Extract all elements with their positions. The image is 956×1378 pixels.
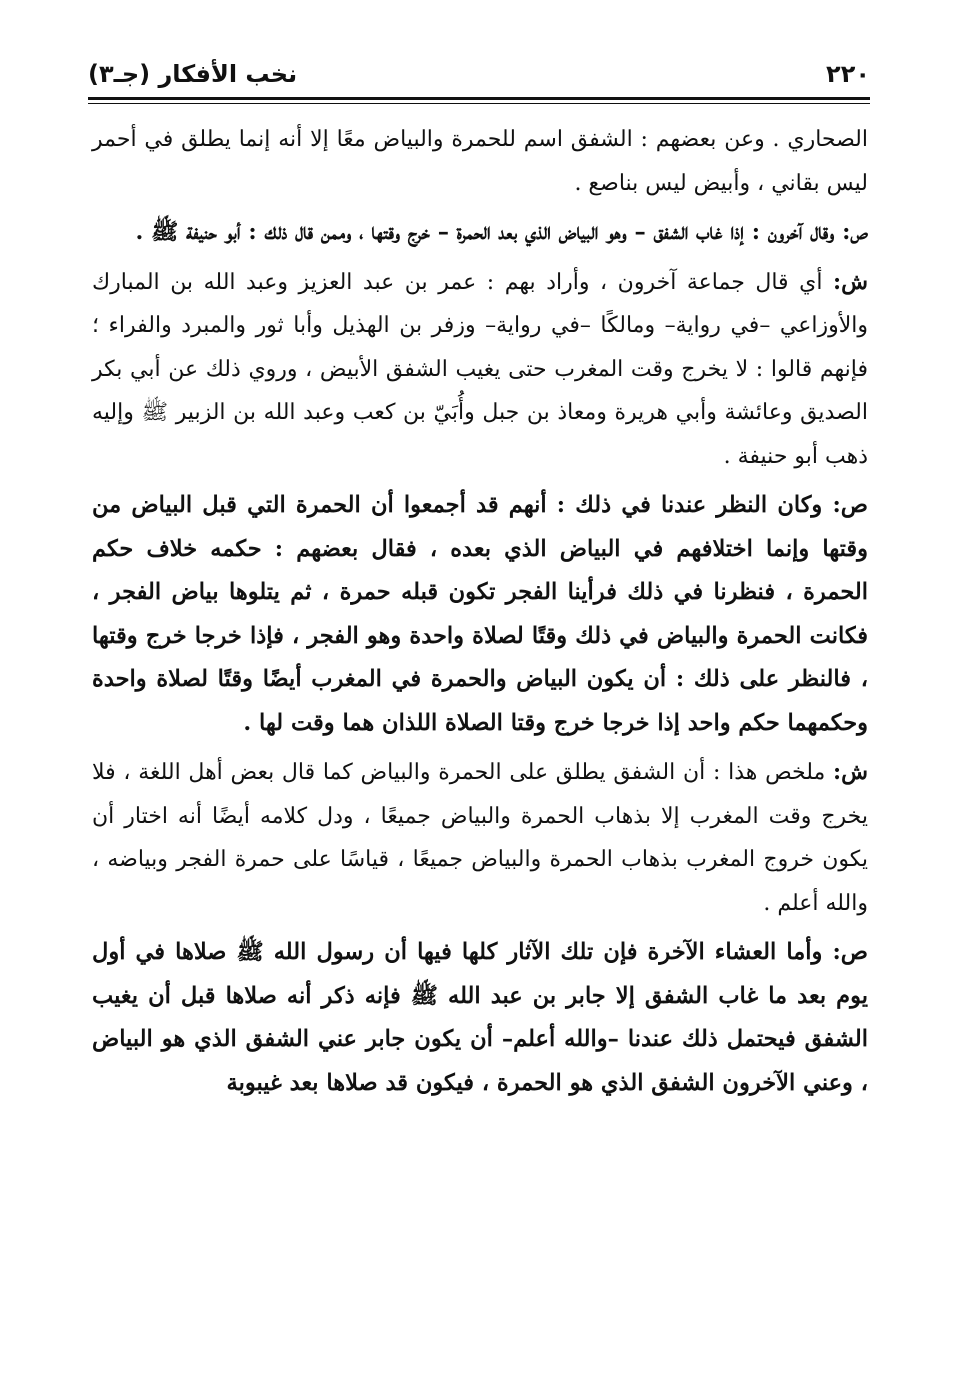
paragraph-text: وأما العشاء الآخرة فإن تلك الآثار كلها فيها أن رسول الله ﷺ صلاها في أول يوم بعد ما غاب الشفق إلا جابر بن عبد الله ﷺ فإنه ذكر أنه صلاها قبل أن يغيب الشفق فيحتمل ذلك عندنا –والله أعلم– أن يكون جابر عني الشفق الذي هو البياض ، وعني الآخرون الشفق الذي هو الحمرة ، فيكون قد صلاها بعد غيبوبة	[92, 939, 868, 1096]
paragraph	[92, 751, 868, 925]
paragraph-text: وقال آخرون : إذا غاب الشفق – وهو البياض الذي بعد الحمرة – خرج وقتها ، وممن قال ذلك : أبو حنيفة ﷺ .	[135, 219, 843, 245]
paragraph-marker: ش:	[833, 268, 868, 295]
paragraph-marker: ص:	[832, 492, 868, 518]
paragraph	[92, 261, 868, 479]
header-rule-thin	[88, 103, 870, 104]
page-body	[92, 118, 868, 1111]
paragraph	[92, 211, 868, 255]
paragraph	[92, 118, 868, 205]
paragraph-marker: ص:	[832, 939, 868, 965]
paragraph-text: أي قال جماعة آخرون ، وأراد بهم : عمر بن عبد العزيز وعبد الله بن المبارك والأوزاعي –في رواية– ومالكًا –في رواية– وزفر بن الهذيل وأبا ثور والمبرد والفراء ؛ فإنهم قالوا : لا يخرج وقت المغرب حتى يغيب الشفق الأبيض ، وروي ذلك عن أبي بكر الصديق وعائشة وأبي هريرة ومعاذ بن جبل وأُبَيّ بن كعب وعبد الله بن الزبير ﷺ وإليه ذهب أبو حنيفة .	[92, 269, 868, 469]
paragraph	[92, 484, 868, 745]
paragraph-text: وكان النظر عندنا في ذلك : أنهم قد أجمعوا أن الحمرة التي قبل البياض من وقتها وإنما اختلافهم في البياض الذي بعده ، فقال بعضهم : حكمه خلاف حكم الحمرة ، فنظرنا في ذلك فرأينا الفجر تكون قبله حمرة ، ثم يتلوها بياض الفجر ، فكانت الحمرة والبياض في ذلك وقتًا لصلاة واحدة وهو الفجر ، فإذا خرجا خرج وقتها ، فالنظر على ذلك : أن يكون البياض والحمرة في المغرب أيضًا وقتًا لصلاة واحدة وحكمهما حكم واحد إذا خرجا خرج وقتا الصلاة اللذان هما وقت لها .	[92, 492, 868, 736]
paragraph-marker: ص:	[842, 219, 868, 245]
paragraph-text: ملخص هذا : أن الشفق يطلق على الحمرة والبياض كما قال بعض أهل اللغة ، فلا يخرج وقت المغرب إلا بذهاب الحمرة والبياض جميعًا ، ودل كلامه أيضًا أنه اختار أن يكون خروج المغرب بذهاب الحمرة والبياض جميعًا ، قياسًا على حمرة الفجر وبياضه ، والله أعلم .	[92, 760, 868, 916]
page-header	[88, 52, 870, 96]
page-number: ٢٢٠	[826, 60, 870, 88]
paragraph-marker: ش:	[833, 759, 868, 785]
paragraph-text: الصحاري . وعن بعضهم : الشفق اسم للحمرة والبياض معًا إلا أنه إنما يطلق في أحمر ليس بقاني ، وأبيض ليس بناصع .	[92, 127, 868, 196]
paragraph	[92, 931, 868, 1105]
header-rule	[88, 97, 870, 100]
running-title: نخب الأفكار (جـ٣)	[88, 60, 298, 88]
